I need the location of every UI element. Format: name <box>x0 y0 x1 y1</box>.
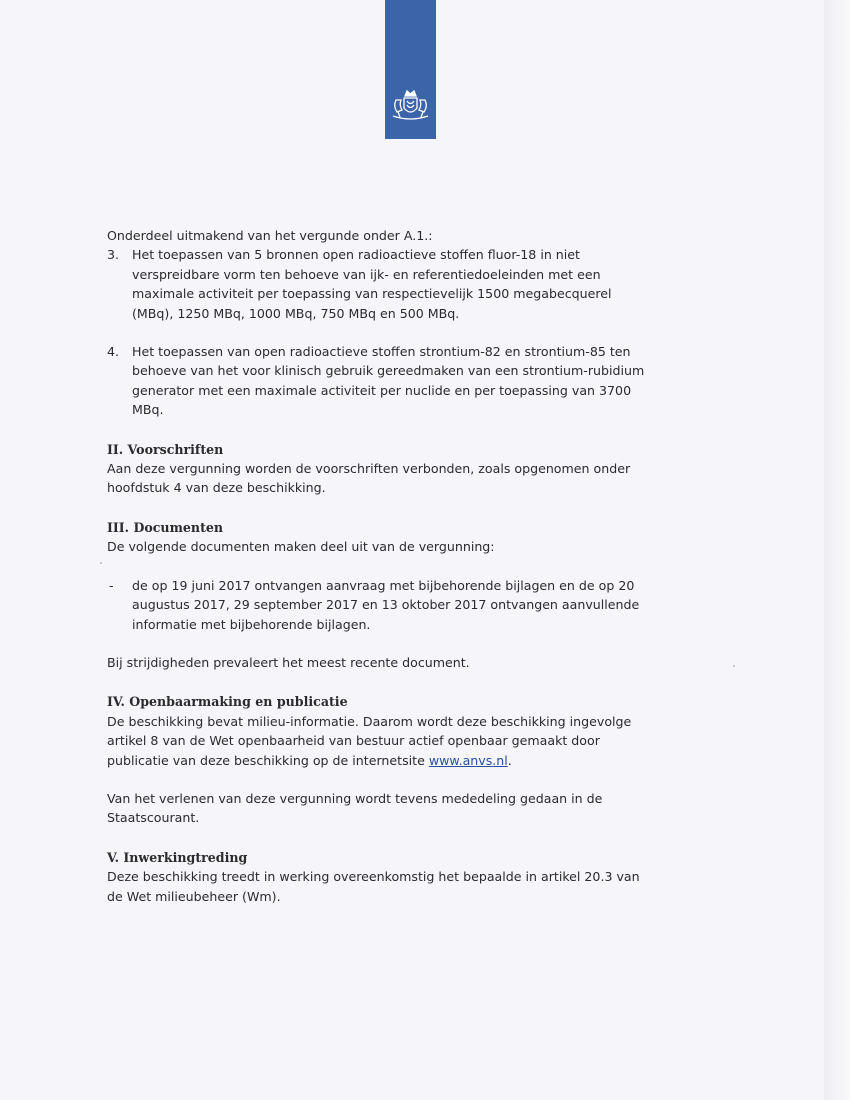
bullet-item <box>107 576 647 634</box>
section-text: Aan deze vergunning worden de voorschriften verbonden, zoals opgenomen onder hoofdstuk 4 van deze beschikking. <box>107 461 631 496</box>
section-text-2: Van het verlenen van deze vergunning wordt tevens mededeling gedaan in de Staatscourant. <box>107 790 603 826</box>
section-heading: III. Documenten <box>107 519 224 535</box>
bullet-text: de op 19 juni 2017 ontvangen aanvraag met bijbehorende bijlagen en de op 20 augustus 2017, 29 september 2017 en 13 oktober 2017 ontvangen aanvullende informatie met bijbehorende bijlagen. <box>132 577 640 632</box>
section-text-part: . <box>507 752 512 768</box>
royal-coat-of-arms-icon <box>388 86 433 126</box>
list-item-text: Het toepassen van 5 bronnen open radioactieve stoffen fluor-18 in niet verspreidbare vorm ten behoeve van ijk- en referentiedoeleinden met een maximale activiteit per toepassing van respectievelijk 1500 megabecquerel (MBq), 1250 MBq, 1000 MBq, 750 MBq en 500 MBq. <box>132 247 612 321</box>
list-item-3 <box>107 245 647 323</box>
bullet-dash: - <box>109 577 114 593</box>
header-emblem-band <box>385 0 436 139</box>
scan-speck <box>733 665 735 667</box>
list-item-4 <box>107 342 647 420</box>
section-text: Deze beschikking treedt in werking overeenkomstig het bepaalde in artikel 20.3 van de Wet milieubeheer (Wm). <box>107 869 640 904</box>
section-openbaarmaking <box>107 692 647 827</box>
intro-line: Onderdeel uitmakend van het vergunde onder A.1.: <box>107 228 433 243</box>
anvs-link[interactable]: www.anvs.nl <box>428 752 508 768</box>
scan-speck <box>100 562 102 564</box>
list-item-number: 4. <box>107 344 120 360</box>
section-voorschriften <box>107 440 647 498</box>
section-documenten <box>107 518 647 672</box>
section-text-part: De beschikking bevat milieu-informatie. Daarom wordt deze beschikking ingevolge artikel 8 van de Wet openbaarheid van bestuur actief openbaar gemaakt door publicatie van deze beschikking op de internetsite <box>107 713 632 768</box>
page-edge <box>824 0 850 1100</box>
list-item-text: Het toepassen van open radioactieve stoffen strontium-82 en strontium-85 ten behoeve van het voor klinisch gebruik gereedmaken van een strontium-rubidium generator met een maximale activiteit per nuclide en per toepassing van 3700 MBq. <box>132 344 645 418</box>
section-text: De volgende documenten maken deel uit van de vergunning: <box>107 539 495 555</box>
list-item-number: 3. <box>107 247 120 263</box>
section-heading: V. Inwerkingtreding <box>107 849 248 865</box>
section-text <box>107 712 647 770</box>
section-heading: IV. Openbaarmaking en publicatie <box>107 694 348 710</box>
section-inwerkingtreding <box>107 848 647 906</box>
section-heading: II. Voorschriften <box>107 441 224 457</box>
section-note: Bij strijdigheden prevaleert het meest recente document. <box>107 654 470 670</box>
document-body <box>107 226 647 906</box>
